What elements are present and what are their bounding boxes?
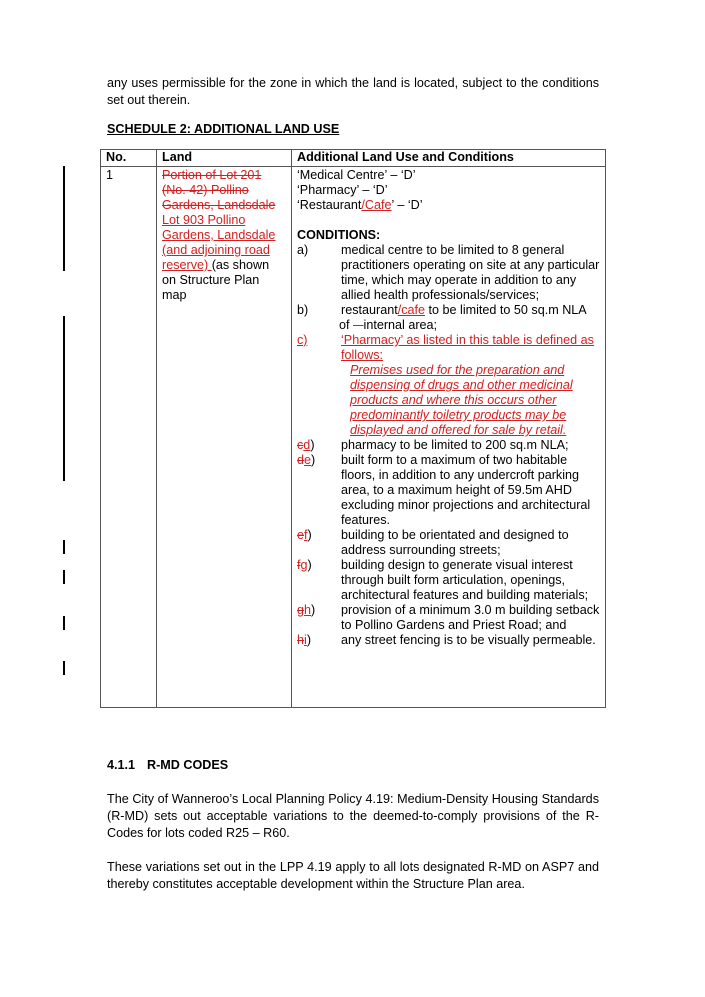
- change-bar: [63, 570, 65, 584]
- marker-inserted: g: [300, 558, 308, 572]
- marker-deleted: e: [297, 528, 305, 542]
- condition-text: building design to generate visual interest through built form articulation, openings, architectural features and building materials;: [341, 558, 589, 602]
- land-deleted-text: Portion of Lot 201 (No. 42) Pollino Gardens, Landsdale: [162, 168, 276, 212]
- condition-marker: a): [297, 243, 309, 257]
- condition-text: medical centre to be limited to 8 general practitioners operating on site at any particular time, which may operate in addition to any allied health professionals/services;: [341, 243, 600, 302]
- condition-b-continued: [297, 318, 600, 333]
- conditions-heading: CONDITIONS:: [297, 228, 381, 242]
- condition-b-text-2: to be limited to 50 sq.m NLA: [425, 303, 587, 317]
- change-bar: [63, 166, 65, 271]
- inserted-tab: [297, 318, 339, 330]
- change-bar: [63, 661, 65, 675]
- marker-deleted: f: [297, 558, 301, 572]
- marker-deleted: h: [297, 633, 305, 647]
- condition-b-inserted: /cafe: [397, 303, 426, 317]
- marker-close: ): [311, 603, 316, 617]
- marker-inserted: f: [304, 528, 308, 542]
- use-restaurant-text: ‘Restaurant: [297, 198, 362, 212]
- use-medical: ‘Medical Centre’ – ‘D’: [297, 168, 416, 182]
- condition-text: pharmacy to be limited to 200 sq.m NLA;: [341, 438, 569, 452]
- marker-inserted: h: [304, 603, 312, 617]
- marker-inserted: e: [304, 453, 312, 467]
- condition-marker: [297, 438, 341, 453]
- condition-i: [297, 633, 600, 648]
- section-title: R-MD CODES: [147, 758, 229, 772]
- condition-marker: [297, 528, 341, 558]
- table-row: [101, 167, 606, 708]
- marker-close: ): [307, 558, 312, 572]
- condition-b-text-4: internal area;: [363, 318, 438, 332]
- marker-inserted: d: [303, 438, 311, 452]
- use-restaurant: [297, 198, 600, 213]
- schedule-title: SCHEDULE 2: ADDITIONAL LAND USE: [107, 122, 340, 136]
- column-header: Additional Land Use and Conditions: [292, 150, 606, 167]
- land-cell: [157, 167, 292, 708]
- condition-d: [297, 438, 600, 453]
- pharmacy-definition: Premises used for the preparation and dispensing of drugs and other medicinal products and where this occurs other predominantly toiletry products may be displayed and offered for sale by retail.: [350, 363, 573, 437]
- change-bar: [63, 540, 65, 554]
- condition-marker: c): [297, 333, 308, 347]
- use-pharmacy: ‘Pharmacy’ – ‘D’: [297, 183, 388, 197]
- condition-b-text-1: restaurant: [341, 303, 398, 317]
- change-bar: [63, 316, 65, 481]
- row-number: 1: [101, 167, 157, 708]
- marker-inserted: i: [304, 633, 307, 647]
- section-paragraph-2: These variations set out in the LPP 4.19 apply to all lots designated R-MD on ASP7 and thereby constitutes acceptable development within the Structure Plan area.: [107, 860, 599, 891]
- condition-e: [297, 453, 600, 528]
- condition-h: [297, 603, 600, 633]
- condition-marker: [297, 453, 341, 528]
- condition-c: [297, 333, 600, 363]
- column-header: Land: [157, 150, 292, 167]
- condition-b: [297, 303, 600, 318]
- section-heading: [107, 758, 228, 772]
- marker-close: ): [310, 438, 315, 452]
- condition-marker: [297, 603, 341, 633]
- marker-close: ): [307, 528, 312, 542]
- condition-a: [297, 243, 600, 303]
- condition-f: [297, 528, 600, 558]
- change-bar: [63, 616, 65, 630]
- marker-deleted: g: [297, 603, 305, 617]
- marker-close: ): [311, 453, 316, 467]
- marker-deleted: d: [297, 453, 305, 467]
- condition-b-deleted: [353, 318, 364, 332]
- table-header-row: [101, 150, 606, 167]
- conditions-cell: [292, 167, 606, 708]
- land-plain-text: (as shown on Structure Plan map: [162, 258, 270, 302]
- use-restaurant-inserted: /Cafe: [361, 198, 392, 212]
- marker-close: ): [306, 633, 312, 647]
- condition-b-text-3: of: [339, 318, 354, 332]
- column-header: No.: [101, 150, 157, 167]
- condition-marker: [297, 633, 341, 648]
- condition-text: building to be orientated and designed to address surrounding streets;: [341, 528, 569, 557]
- schedule-table: [100, 149, 606, 708]
- condition-marker: b): [297, 303, 309, 317]
- condition-g: [297, 558, 600, 603]
- intro-paragraph: any uses permissible for the zone in which the land is located, subject to the conditions set out therein.: [107, 76, 599, 107]
- section-number: 4.1.1: [107, 758, 136, 772]
- condition-text: any street fencing is to be visually permeable.: [341, 633, 596, 647]
- section-paragraph-1: The City of Wanneroo’s Local Planning Policy 4.19: Medium-Density Housing Standards (R-MD) sets out acceptable variations to the deemed-to-comply provisions of the R-Codes for lots coded R25 – R60.: [107, 792, 599, 840]
- condition-text: [341, 303, 600, 318]
- condition-marker: [297, 558, 341, 603]
- condition-text: built form to a maximum of two habitable floors, in addition to any undercroft parking area, to a maximum height of 59.5m AHD excluding minor projections and architectural features.: [341, 453, 591, 527]
- condition-text: provision of a minimum 3.0 m building setback to Pollino Gardens and Priest Road; and: [341, 603, 600, 632]
- marker-deleted: c: [297, 438, 304, 452]
- use-restaurant-rating: ’ – ‘D’: [391, 198, 423, 212]
- condition-text: ‘Pharmacy’ as listed in this table is defined as follows:: [341, 333, 594, 362]
- land-inserted-text: Lot 903 Pollino Gardens, Landsdale (and adjoining road reserve): [162, 213, 276, 272]
